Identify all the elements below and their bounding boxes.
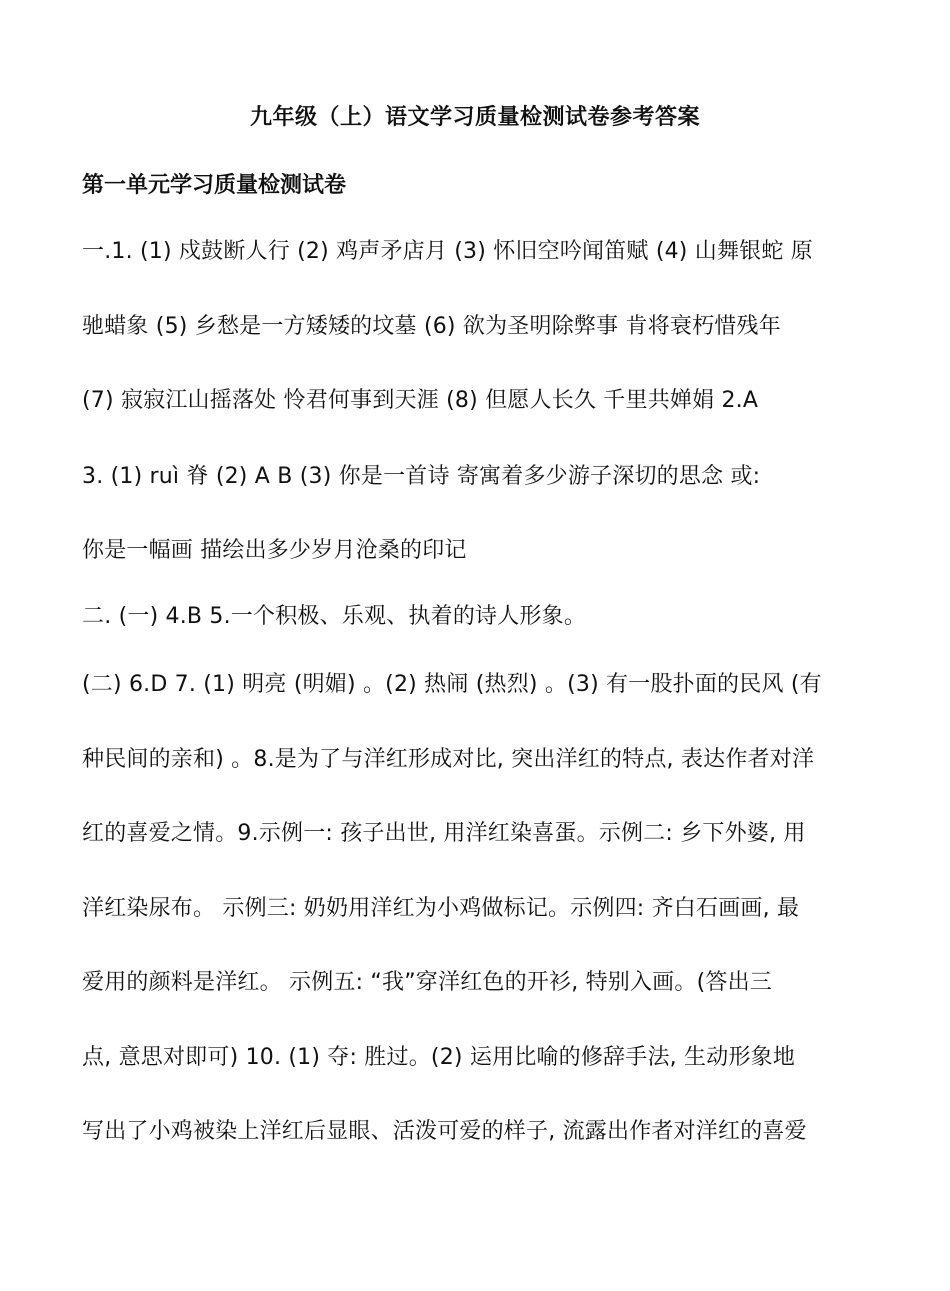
document-title: 九年级（上）语文学习质量检测试卷参考答案 xyxy=(249,105,700,130)
answer-line: 爱用的颜料是洋红。 示例五: “我”穿洋红色的开衫, 特别入画。(答出三 xyxy=(82,970,772,995)
answer-line: (二) 6.D 7. (1) 明亮 (明媚) 。(2) 热闹 (热烈) 。(3) 有一股扑面的民风 (有 xyxy=(82,672,822,697)
unit-title: 第一单元学习质量检测试卷 xyxy=(82,173,347,198)
answer-line: 写出了小鸡被染上洋红后显眼、活泼可爱的样子, 流露出作者对洋红的喜爱 xyxy=(82,1119,807,1144)
answer-line: 你是一幅画 描绘出多少岁月沧桑的印记 xyxy=(82,538,467,563)
answer-line: 二. (一) 4.B 5.一个积极、乐观、执着的诗人形象。 xyxy=(82,604,587,629)
answer-line: 红的喜爱之情。9.示例一: 孩子出世, 用洋红染喜蛋。示例二: 乡下外婆, 用 xyxy=(82,821,806,846)
answer-line: 种民间的亲和) 。8.是为了与洋红形成对比, 突出洋红的特点, 表达作者对洋 xyxy=(82,747,815,772)
answer-line: 一.1. (1) 戍鼓断人行 (2) 鸡声矛店月 (3) 怀旧空吟闻笛赋 (4) 山舞银蛇 原 xyxy=(82,239,813,264)
answer-line: 驰蜡象 (5) 乡愁是一方矮矮的坟墓 (6) 欲为圣明除弊事 肯将衰朽惜残年 xyxy=(82,314,781,339)
answer-line: 洋红染尿布。 示例三: 奶奶用洋红为小鸡做标记。示例四: 齐白石画画, 最 xyxy=(82,896,800,921)
answer-line: 3. (1) ruì 脊 (2) A B (3) 你是一首诗 寄寓着多少游子深切的思念 或: xyxy=(82,464,761,489)
answer-line: (7) 寂寂江山摇落处 怜君何事到天涯 (8) 但愿人长久 千里共婵娟 2.A xyxy=(82,388,759,413)
answer-line: 点, 意思对即可) 10. (1) 夺: 胜过。(2) 运用比喻的修辞手法, 生动形象地 xyxy=(82,1045,796,1070)
